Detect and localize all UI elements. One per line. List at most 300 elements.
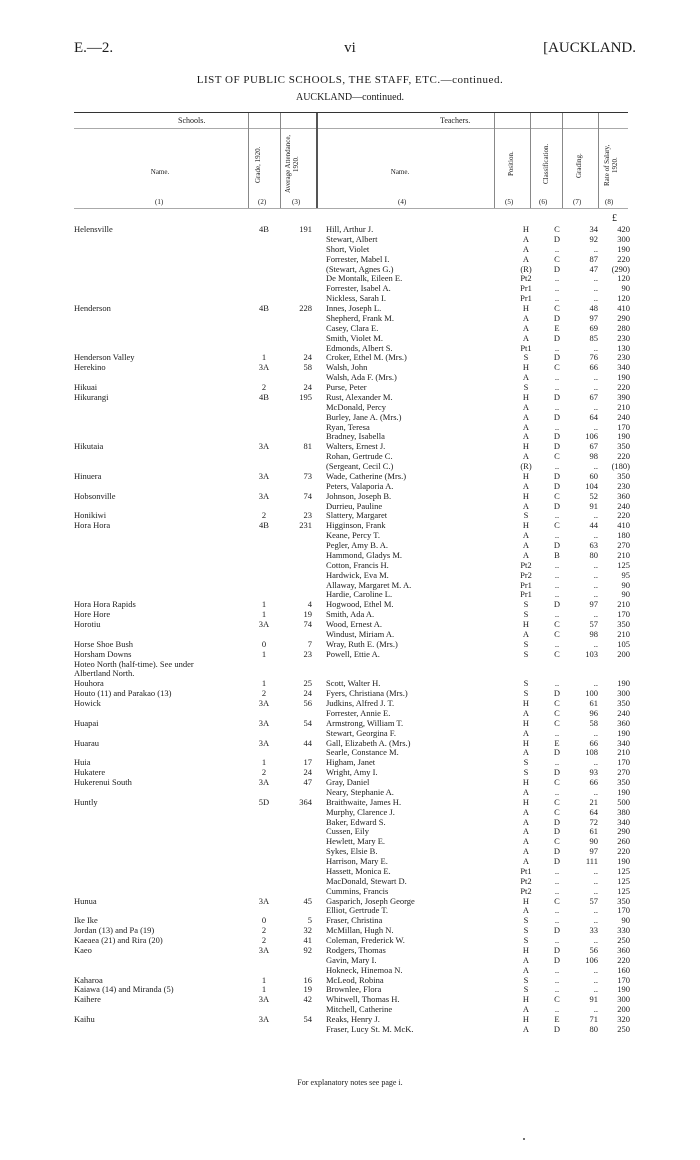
attendance-cell	[280, 324, 316, 334]
salary-cell: 190	[617, 857, 630, 866]
teacher-name-cell: Croker, Ethel M. (Mrs.)	[326, 353, 407, 363]
classification-cell: C	[554, 629, 560, 639]
classification-cell: C	[554, 649, 560, 659]
teacher-name-cell: Gray, Daniel	[326, 778, 370, 787]
position-cell: S	[523, 383, 529, 392]
grade-cell: 4B	[259, 521, 269, 531]
teacher-name-cell: Hewlett, Mary E.	[326, 837, 386, 847]
table-row	[74, 462, 630, 472]
teacher-name-cell: Wood, Ernest A.	[326, 620, 382, 629]
column-header-classification: Classification.	[542, 143, 550, 185]
table-row	[74, 610, 630, 620]
table-title: LIST OF PUBLIC SCHOOLS, THE STAFF, ETC.—continued.	[196, 74, 504, 86]
teacher-name-cell: Braithwaite, James H.	[326, 797, 402, 807]
position-cell: A	[522, 827, 530, 837]
teacher-name-cell: Hassett, Monica E.	[326, 866, 391, 876]
school-cell	[74, 423, 248, 433]
grade-cell	[248, 956, 280, 966]
salary-cell: 360	[617, 945, 630, 955]
table-row	[74, 966, 630, 976]
teacher-name-cell: De Montalk, Eileen E.	[326, 274, 403, 284]
classification-cell: C	[554, 620, 560, 629]
salary-cell: 240	[617, 708, 630, 718]
grade-cell	[248, 827, 280, 837]
grading-cell: 98	[589, 452, 598, 462]
classification-cell: D	[553, 313, 561, 323]
salary-cell: 220	[617, 254, 630, 264]
grading-cell: 67	[589, 392, 598, 402]
grade-cell	[248, 462, 280, 472]
position-cell: A	[522, 244, 530, 254]
attendance-cell	[280, 966, 316, 976]
teacher-name-cell: Wray, Ruth E. (Mrs.)	[326, 639, 398, 649]
table-row	[74, 334, 630, 344]
attendance-cell: 81	[303, 442, 312, 452]
school-cell	[74, 373, 248, 383]
salary-cell: 300	[617, 689, 630, 699]
grade-cell	[248, 413, 280, 423]
teacher-name-cell: Cotton, Francis H.	[326, 560, 389, 570]
grading-cell: 80	[589, 550, 598, 560]
classification-cell: E	[554, 1015, 560, 1024]
salary-cell: (180)	[611, 462, 630, 471]
position-cell: H	[522, 718, 530, 728]
attendance-cell: 32	[303, 926, 312, 936]
teacher-name-cell: Slattery, Margaret	[326, 511, 388, 521]
salary-cell: 190	[617, 244, 630, 254]
school-cell	[74, 590, 248, 600]
teacher-name-cell: Scott, Walter H.	[326, 679, 381, 689]
table-row	[74, 818, 630, 828]
attendance-cell: 25	[303, 679, 312, 689]
salary-cell: 125	[617, 866, 630, 876]
classification-cell: ..	[554, 590, 560, 600]
teacher-name-cell: McLeod, Robina	[326, 975, 384, 985]
grade-cell	[248, 314, 280, 324]
school-cell	[74, 265, 248, 275]
grade-cell: 2	[261, 689, 267, 699]
table-row	[74, 245, 630, 255]
classification-cell: C	[554, 778, 560, 787]
salary-cell: 260	[617, 837, 630, 847]
attendance-cell: 24	[303, 689, 312, 699]
position-cell: A	[522, 422, 530, 432]
school-cell	[74, 334, 248, 344]
teacher-name-cell: Gavin, Mary I.	[326, 955, 377, 965]
attendance-cell	[280, 274, 316, 284]
teacher-name-cell: Purse, Peter	[326, 383, 367, 392]
grading-cell: 91	[589, 501, 598, 511]
school-cell	[74, 877, 248, 887]
table-row	[74, 669, 630, 679]
teacher-name-cell: Forrester, Annie E.	[326, 708, 391, 718]
attendance-cell	[280, 818, 316, 828]
classification-cell: C	[554, 254, 560, 264]
position-cell: (R)	[520, 264, 532, 274]
grading-cell: 69	[589, 323, 598, 333]
position-cell: H	[522, 471, 530, 481]
grade-cell: 4B	[259, 392, 269, 402]
divider	[530, 113, 531, 208]
grading-cell: 57	[589, 620, 598, 629]
classification-cell: C	[554, 797, 560, 807]
table-row	[74, 590, 630, 600]
salary-cell: 105	[617, 639, 630, 649]
attendance-cell	[280, 660, 316, 670]
classification-cell: D	[553, 768, 561, 778]
column-number: (2)	[258, 198, 267, 206]
attendance-cell	[280, 452, 316, 462]
school-cell	[74, 245, 248, 255]
salary-cell: 220	[617, 955, 630, 965]
salary-cell: 220	[617, 511, 630, 521]
teacher-name-cell: Johnson, Joseph B.	[326, 491, 392, 501]
school-cell: Honikiwi	[74, 511, 107, 521]
salary-cell: 170	[617, 758, 630, 768]
attendance-cell	[280, 561, 316, 571]
attendance-cell	[280, 847, 316, 857]
salary-cell: 240	[617, 412, 630, 422]
salary-cell: 250	[617, 936, 630, 945]
salary-cell: 380	[617, 807, 630, 817]
position-cell: Pt1	[520, 343, 532, 353]
salary-cell: 230	[617, 333, 630, 343]
table-row	[74, 1005, 630, 1015]
teacher-name-cell: Baker, Edward S.	[326, 817, 386, 827]
attendance-cell	[280, 462, 316, 472]
salary-cell: 90	[621, 916, 630, 926]
table-row	[74, 521, 630, 531]
teacher-name-cell: Higginson, Frank	[326, 521, 386, 531]
attendance-cell	[280, 294, 316, 304]
attendance-cell: 73	[303, 471, 312, 481]
grade-cell	[248, 334, 280, 344]
salary-cell: 190	[617, 432, 630, 442]
grading-cell: ..	[593, 787, 598, 797]
attendance-cell	[280, 413, 316, 423]
school-cell: Horotiu	[74, 620, 101, 629]
table-row	[74, 808, 630, 818]
table-row	[74, 689, 630, 699]
grading-cell: ..	[593, 610, 598, 620]
teacher-name-cell: Brownlee, Flora	[326, 985, 382, 995]
grade-cell	[248, 452, 280, 462]
table-row	[74, 581, 630, 591]
classification-cell: D	[553, 955, 561, 965]
position-cell: H	[522, 442, 530, 452]
grading-cell: 52	[589, 491, 598, 501]
grading-cell: ..	[593, 936, 598, 945]
grading-cell: 57	[589, 896, 598, 906]
attendance-cell	[280, 748, 316, 758]
teacher-name-cell: Wright, Amy I.	[326, 768, 378, 778]
position-cell: S	[523, 689, 529, 699]
grade-cell	[248, 590, 280, 600]
attendance-cell: 24	[303, 353, 312, 363]
table-row	[74, 492, 630, 502]
salary-cell: 210	[617, 600, 630, 610]
salary-cell: 170	[617, 422, 630, 432]
salary-cell: 270	[617, 768, 630, 778]
grade-cell	[248, 906, 280, 916]
teacher-name-cell: Shepherd, Frank M.	[326, 313, 394, 323]
salary-cell: 230	[617, 481, 630, 491]
salary-cell: 320	[617, 1015, 630, 1024]
table-row	[74, 976, 630, 986]
classification-cell: ..	[554, 866, 560, 876]
position-cell: Pt1	[520, 866, 532, 876]
salary-cell: (290)	[611, 264, 630, 274]
grade-cell: 3A	[258, 738, 270, 748]
teacher-name-cell: Keane, Percy T.	[326, 531, 380, 541]
salary-cell: 290	[617, 827, 630, 837]
position-cell: A	[522, 728, 530, 738]
grade-cell	[248, 837, 280, 847]
grading-cell: 63	[589, 541, 598, 550]
classification-cell: D	[553, 432, 561, 442]
classification-cell: ..	[554, 284, 560, 294]
attendance-cell: 195	[299, 392, 312, 402]
attendance-cell	[280, 423, 316, 433]
teacher-name-cell: Windust, Miriam A.	[326, 629, 395, 639]
school-cell	[74, 324, 248, 334]
school-cell: Jordan (13) and Pa (19)	[74, 926, 155, 936]
grading-cell: ..	[593, 876, 598, 886]
salary-cell: 180	[617, 531, 630, 541]
table-row	[74, 827, 630, 837]
grading-cell: ..	[593, 866, 598, 876]
grading-cell: 47	[589, 264, 598, 274]
attendance-cell	[280, 245, 316, 255]
classification-cell: C	[554, 521, 560, 531]
salary-cell: 120	[617, 274, 630, 284]
grading-cell: 71	[589, 1015, 598, 1024]
school-cell	[74, 531, 248, 541]
position-cell: S	[523, 649, 529, 659]
school-cell: Hikurangi	[74, 392, 109, 402]
salary-cell: 300	[617, 234, 630, 244]
classification-cell: ..	[554, 639, 560, 649]
staff-table	[74, 225, 630, 1035]
school-cell	[74, 867, 248, 877]
table-row	[74, 403, 630, 413]
classification-cell: D	[553, 481, 561, 491]
school-cell	[74, 818, 248, 828]
classification-cell: ..	[554, 758, 560, 768]
position-cell: H	[522, 225, 530, 234]
salary-cell: 270	[617, 541, 630, 550]
attendance-cell: 7	[307, 639, 312, 649]
position-cell: A	[522, 323, 530, 333]
salary-cell	[602, 660, 630, 670]
school-cell	[74, 630, 248, 640]
school-cell: Hunua	[74, 896, 97, 906]
position-cell: H	[522, 699, 530, 708]
position-cell: S	[523, 639, 529, 649]
attendance-cell	[280, 344, 316, 354]
grading-cell: 76	[589, 353, 598, 363]
column-header-attendance: Average Attendance, 1920.	[284, 134, 300, 194]
attendance-cell	[280, 906, 316, 916]
salary-cell: 420	[617, 225, 630, 234]
classification-cell: D	[553, 926, 561, 936]
school-cell	[74, 729, 248, 739]
position-cell: S	[523, 936, 529, 945]
grading-cell: 85	[589, 333, 598, 343]
school-cell	[74, 808, 248, 818]
grading-cell: ..	[593, 916, 598, 926]
grading-cell: ..	[593, 570, 598, 580]
region-heading: [AUCKLAND.	[543, 40, 636, 56]
school-cell	[74, 344, 248, 354]
column-number: (6)	[539, 198, 548, 206]
attendance-cell: 16	[303, 975, 312, 985]
table-row	[74, 946, 630, 956]
position-cell: S	[523, 975, 529, 985]
teacher-name-cell: Fraser, Lucy St. M. McK.	[326, 1024, 414, 1034]
salary-cell: 340	[617, 817, 630, 827]
attendance-cell	[280, 867, 316, 877]
grade-cell	[248, 432, 280, 442]
table-row	[74, 304, 630, 314]
school-cell	[74, 847, 248, 857]
grade-cell	[248, 877, 280, 887]
table-row	[74, 926, 630, 936]
school-cell: Horsham Downs	[74, 649, 132, 659]
grade-cell: 2	[261, 383, 267, 392]
grading-cell: 60	[589, 471, 598, 481]
position-cell: A	[522, 748, 530, 758]
salary-cell: 360	[617, 491, 630, 501]
grading-cell: 111	[585, 857, 598, 866]
grade-cell: 1	[261, 353, 267, 363]
grade-cell: 3A	[258, 699, 270, 708]
grading-cell: 103	[585, 649, 598, 659]
divider	[562, 113, 563, 208]
school-cell: Hinuera	[74, 471, 102, 481]
school-cell: Kaiawa (14) and Miranda (5)	[74, 985, 174, 995]
classification-cell: ..	[554, 531, 560, 541]
attendance-cell	[280, 808, 316, 818]
table-row	[74, 936, 630, 946]
header-rule	[74, 208, 628, 209]
column-number: (3)	[292, 198, 301, 206]
grade-cell: 3A	[258, 491, 270, 501]
position-cell: S	[523, 353, 529, 363]
position-cell: A	[522, 817, 530, 827]
table-row	[74, 768, 630, 778]
print-speck	[523, 1138, 525, 1140]
classification-cell: C	[554, 896, 560, 906]
table-row	[74, 324, 630, 334]
classification-cell: D	[553, 817, 561, 827]
teacher-name-cell: Casey, Clara E.	[326, 323, 379, 333]
column-header-grading: Grading.	[575, 153, 583, 179]
position-cell: A	[522, 254, 530, 264]
school-cell	[74, 581, 248, 591]
salary-cell: 190	[617, 679, 630, 689]
classification-cell: D	[553, 827, 561, 837]
classification-cell: C	[554, 837, 560, 847]
table-row	[74, 719, 630, 729]
teacher-name-cell: Durrieu, Pauline	[326, 501, 383, 511]
table-row	[74, 995, 630, 1005]
table-row	[74, 502, 630, 512]
grading-cell: 66	[589, 738, 598, 748]
grade-cell	[248, 373, 280, 383]
school-cell: Albertland North.	[74, 669, 135, 679]
salary-cell: 170	[617, 975, 630, 985]
teacher-name-cell: Fraser, Christina	[326, 916, 383, 926]
grade-cell	[248, 1025, 280, 1035]
group-header-schools: Schools.	[178, 116, 206, 125]
salary-cell: 280	[617, 323, 630, 333]
salary-cell: 200	[617, 649, 630, 659]
salary-cell: 410	[617, 521, 630, 531]
grade-cell	[248, 748, 280, 758]
grading-cell: 58	[589, 718, 598, 728]
grade-cell	[248, 324, 280, 334]
school-cell	[74, 837, 248, 847]
teacher-name-cell: Walsh, Ada F. (Mrs.)	[326, 373, 397, 383]
grade-cell	[248, 966, 280, 976]
grade-cell: 1	[261, 679, 267, 689]
table-row	[74, 274, 630, 284]
grading-cell: 108	[585, 748, 598, 758]
school-cell	[74, 788, 248, 798]
teacher-name-cell: Rohan, Gertrude C.	[326, 452, 393, 462]
position-cell: H	[522, 1015, 530, 1024]
grading-cell: 61	[589, 827, 598, 837]
grading-cell: 97	[589, 313, 598, 323]
position-cell: Pr1	[520, 590, 532, 600]
grade-cell: 2	[261, 926, 267, 936]
grading-cell	[572, 660, 602, 670]
position-cell: A	[522, 629, 530, 639]
position-cell: S	[523, 600, 529, 610]
table-row	[74, 897, 630, 907]
attendance-cell	[280, 729, 316, 739]
grade-cell	[248, 482, 280, 492]
teacher-name-cell: Edmonds, Albert S.	[326, 343, 393, 353]
page-number: vi	[344, 40, 356, 56]
table-row	[74, 906, 630, 916]
grading-cell: 44	[589, 521, 598, 531]
grade-cell	[248, 294, 280, 304]
table-row	[74, 383, 630, 393]
salary-cell: 125	[617, 560, 630, 570]
school-cell	[74, 1025, 248, 1035]
salary-cell: 120	[617, 294, 630, 304]
divider	[598, 113, 599, 208]
salary-cell: 220	[617, 383, 630, 392]
grade-cell: 3A	[258, 718, 270, 728]
grading-cell: 21	[589, 797, 598, 807]
salary-cell: 170	[617, 610, 630, 620]
classification-cell: D	[553, 234, 561, 244]
salary-cell: 90	[621, 580, 630, 590]
attendance-cell	[280, 669, 316, 679]
attendance-cell: 228	[299, 304, 312, 313]
attendance-cell	[280, 255, 316, 265]
classification-cell: ..	[554, 570, 560, 580]
school-cell: Houhora	[74, 679, 104, 689]
grade-cell: 3A	[258, 896, 270, 906]
grading-cell: ..	[593, 343, 598, 353]
grade-cell: 3A	[258, 1015, 270, 1024]
divider	[280, 113, 281, 208]
column-number: (7)	[573, 198, 582, 206]
